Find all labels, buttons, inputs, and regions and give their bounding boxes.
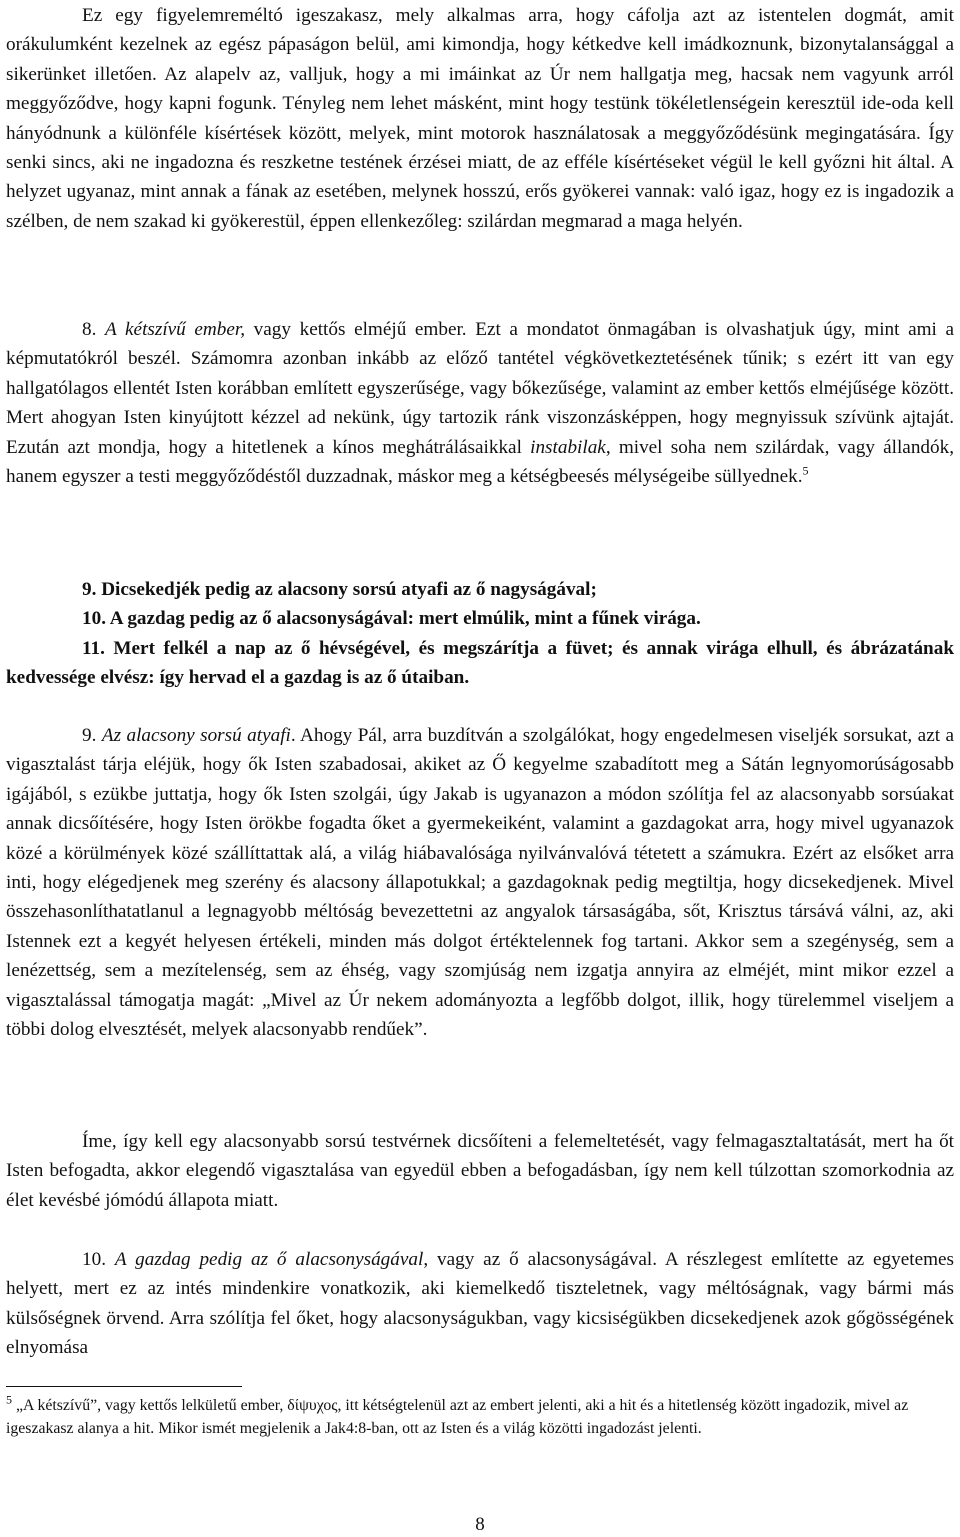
footnote-reference[interactable]: 5	[802, 463, 809, 478]
paragraph-verse-10	[6, 1245, 954, 1363]
verse-number: 10.	[82, 1249, 106, 1270]
verse-number: 9.	[82, 725, 97, 746]
verse-quote: A kétszívű ember,	[105, 319, 246, 340]
paragraph-text: vagy kettős elméjű ember. Ezt a mondatot önmagában is olvashatjuk úgy, mint ami a képmutatókról beszél. Számomra azonban inkább az előző tantétel végkövetkeztetésének tűnik; s ezért itt van egy hallgatólagos ellentét Isten korábban említett egyszerűsége, vagy bőkezűsége, valamint az ember kettős elméjűsége között. Mert ahogyan Isten kinyújtott kézzel ad nekünk, úgy tartozik ránk viszonzásképpen, hogy megnyissuk szívünk ajtaját. Ezután azt mondja, hogy a hitetlenek a kínos meghátrálásaikkal	[6, 319, 955, 458]
bible-verse-10: 10. A gazdag pedig az ő alacsonyságával: mert elmúlik, mint a fűnek virága.	[82, 608, 701, 630]
page-number: 8	[475, 1514, 485, 1535]
verse-quote: A gazdag pedig az ő alacsonyságával	[114, 1249, 424, 1270]
paragraph-verse-8	[6, 315, 954, 491]
paragraph-text: . Ahogy Pál, arra buzdítván a szolgálókat, hogy engedelmesen viseljék sorsukat, azt a vigasztalást tárja eléjük, hogy ők Isten szabadosai, akiket az Ő kegyelme szabadított meg a Sátán legnyomorúságosabb igájából, s ezükbe juttatja, hogy ők Isten szolgái, úgy Jakab is ugyanazon a módon szólítja fel az alacsonyabb sorsúakat annak dicsőítésére, hogy Isten örökbe fogadta őket a gyermekeiként, valamint a gazdagokat arra, hogy mivel ugyanazok közé a körülmények közé szállíttattak alá, a világ hiábavalósága nyilvánvalóvá tétetett a számukra. Ezért az elsőket arra inti, hogy elégedjenek meg szerény és alacsony állapotukkal; a gazdagoknak pedig megtiltja, hogy dicsekedjenek. Mivel összehasonlíthatatlanul a legnagyobb méltóság bevezettetni az angyalok társaságába, sőt, Krisztus társává válni, az, aki Istennek ezt a kegyét helyesen értékeli, minden más dolgot értéktelennek fog tartani. Akkor sem a szegénység, sem a lenézettség, sem a mezítelenség, sem az éhség, vagy szomjúság nem izgatja annyira az elméjét, mint mikor ezzel a vigasztalással támogatja magát: „Mivel az Úr nekem adományozta a legfőbb dolgot, illik, hogy türelemmel viseljem a többi dolog elvesztését, melyek alacsonyabb rendűek”.	[6, 725, 954, 1041]
bible-verses	[6, 575, 954, 693]
paragraph-intro: Ez egy figyelemreméltó igeszakasz, mely alkalmas arra, hogy cáfolja azt az istentelen dogmát, amit orákulumként kezelnek az egész pápaságon belül, ami kimondja, hogy kétkedve kell imádkoznunk, bizonytalansággal a sikerünket illetően. Az alapelv az, valljuk, hogy a mi imáinkat az Úr nem hallgatja meg, hacsak nem vagyunk arról meggyőződve, hogy kapni fogunk. Tényleg nem lehet másként, mint hogy testünk tökéletlenségein keresztül ide-oda kell hányódnunk a különféle kísértések között, melyek, mint motorok használatosak a meggyőződésünk megingatására. Így senki sincs, aki ne ingadozna és reszketne testének érzései miatt, de az efféle kísértéseket végül le kell győzni hit által. A helyzet ugyanaz, mint annak a fának az esetében, melynek hosszú, erős gyökerei vannak: való igaz, hogy ez is ingadozik a szélben, de nem szakad ki gyökerestül, éppen ellenkezőleg: szilárdan megmarad a maga helyén.	[6, 5, 954, 232]
footnote	[6, 1394, 954, 1441]
footnote-divider	[6, 1386, 242, 1387]
verse-quote: Az alacsony sorsú atyafi	[101, 725, 291, 746]
bible-verse-11: 11. Mert felkél a nap az ő hévségével, és megszárítja a füvet; és annak virága elhull, és ábrázatának kedvessége elvész: így hervad el a gazdag is az ő útaiban.	[6, 637, 954, 689]
footnote-text: „A kétszívű”, vagy kettős lelkületű ember, δίψυχος, itt kétségtelenül azt az embert jelenti, aki a hit és a hitetlenség között ingadozik, mivel az igeszakasz alanya a hit. Mikor ismét megjelenik a Jak4:8-ban, ott az Isten és a világ közötti ingadozást jelenti.	[6, 1397, 909, 1438]
italic-term: instabilak	[530, 436, 606, 458]
paragraph-text: , mivel soha nem szilárdak, vagy állandók, hanem egyszer a testi meggyőződéstől duzzadnak, máskor meg a kétségbeesés mélységeibe süllyednek.	[6, 436, 954, 488]
footnote-number: 5	[6, 1392, 12, 1407]
verse-number: 8.	[82, 319, 97, 340]
paragraph-verse-9	[6, 721, 954, 1044]
paragraph-text: , vagy az ő alacsonyságával. A részlegest említette az egyetemes helyett, mert ez az intés mindenkire vonatkozik, aki kiemelkedő tiszteletnek, vagy méltóságnak, vagy bármi más külsőségnek örvend. Arra szólítja fel őket, hogy alacsonyságukban, vagy kicsiségükben dicsekedjenek azok gőgösségének elnyomása	[6, 1249, 954, 1359]
paragraph-verse-9-continued: Íme, így kell egy alacsonyabb sorsú testvérnek dicsőíteni a felemeltetését, vagy felmagasztaltatását, mert ha őt Isten befogadta, akkor elegendő vigasztalása van egyedül ebben a befogadásban, így nem kell túlzottan szomorkodnia az élet kevésbé jómódú állapota miatt.	[6, 1131, 954, 1211]
bible-verse-9: 9. Dicsekedjék pedig az alacsony sorsú atyafi az ő nagyságával;	[82, 579, 597, 600]
